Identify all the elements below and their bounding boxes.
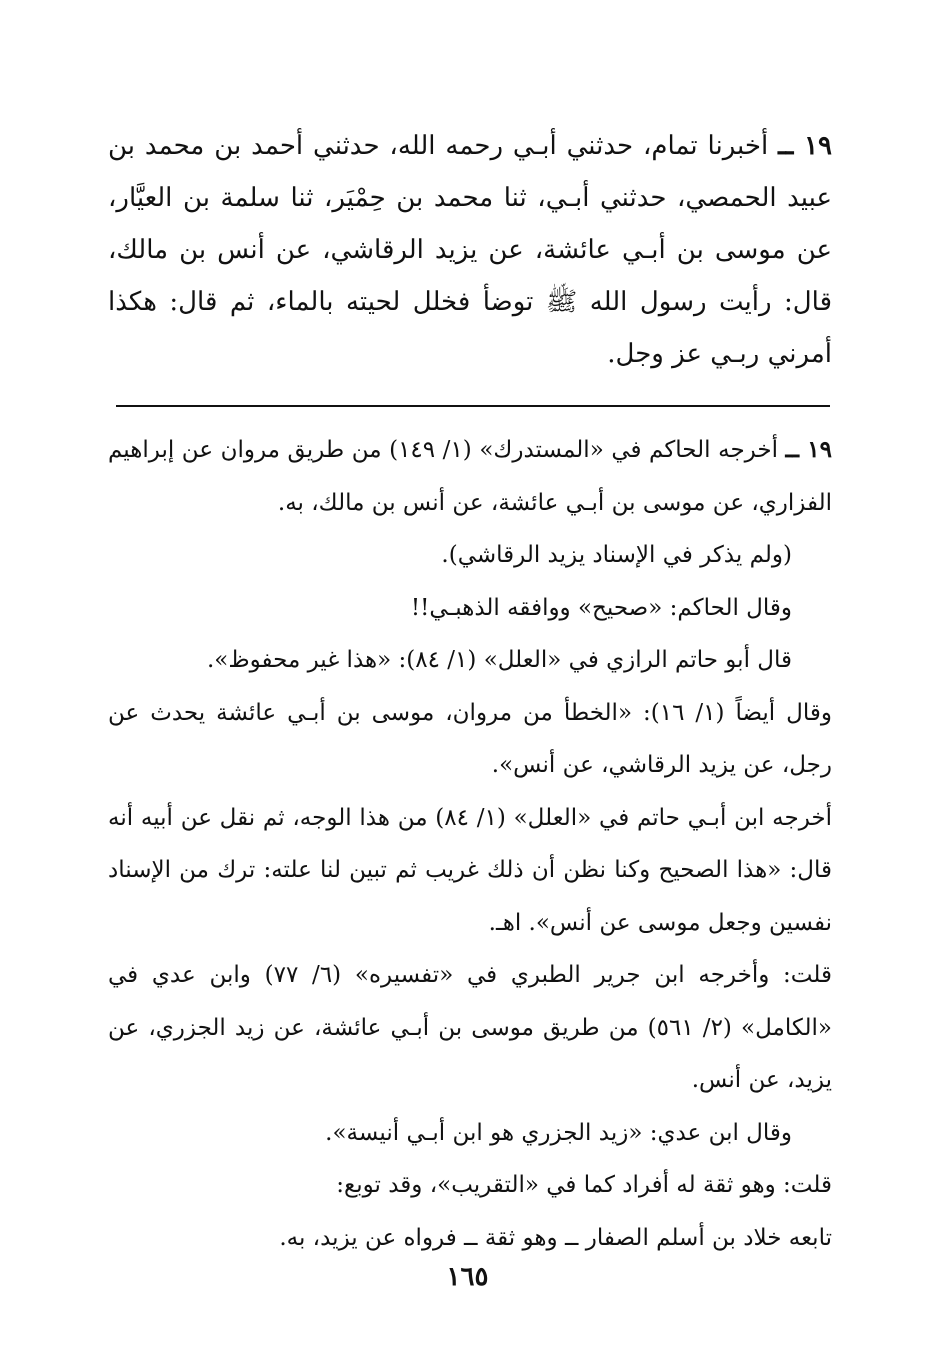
footnote-paragraph: تابعه خلاد بن أسلم الصفار ــ وهو ثقة ــ فرواه عن يزيد، به. — [279, 1224, 832, 1251]
footnote-paragraph: أخرجه ابن أبـي حاتم في «العلل» (١/ ٨٤) من هذا الوجه، ثم نقل عن أبيه أنه قال: «هذا الصحيح وكنا نظن أن ذلك غريب ثم تبين لنا علته: ترك من الإسناد نفسين وجعل موسى عن أنس». اهـ. — [108, 804, 832, 936]
hadith-text — [108, 120, 832, 380]
footnote-number: ١٩ ــ — [785, 436, 832, 463]
footnote-paragraph: قلت: وأخرجه ابن جرير الطبري في «تفسيره» (٦/ ٧٧) وابن عدي في «الكامل» (٢/ ٥٦١) من طريق موسى بن أبـي عائشة، عن زيد الجزري، عن يزيد، عن أنس. — [108, 962, 833, 1093]
hadith-body: أخبرنا تمام، حدثني أبـي رحمه الله، حدثني أحمد بن محمد بن عبيد الحمصي، حدثني أبـي، ثنا محمد بن حِمْيَر، ثنا سلمة بن العيَّار، عن موسى بن أبـي عائشة، عن يزيد الرقاشي، عن أنس بن مالك، قال: رأيت رسول الله ﷺ توضأ فخلل لحيته بالماء، ثم قال: هكذا أمرني ربـي عز وجل. — [108, 131, 832, 369]
footnote-divider — [116, 405, 830, 407]
footnote-paragraph: وقال ابن عدي: «زيد الجزري هو ابن أبـي أنيسة». — [325, 1119, 792, 1146]
footnote-paragraph: قال أبو حاتم الرازي في «العلل» (١/ ٨٤): «هذا غير محفوظ». — [206, 647, 792, 673]
footnote-paragraph — [108, 424, 832, 529]
hadith-paragraph — [108, 120, 832, 380]
hadith-number: ١٩ ــ — [778, 131, 832, 161]
footnote-text: أخرجه الحاكم في «المستدرك» (١/ ١٤٩) من طريق مروان عن إبراهيم الفزاري، عن موسى بن أبـي عائشة، عن أنس بن مالك، به. — [108, 437, 832, 516]
footnote-paragraph: (ولم يذكر في الإسناد يزيد الرقاشي). — [441, 542, 792, 568]
footnote-paragraph: وقال أيضاً (١/ ١٦): «الخطأ من مروان، موسى بن أبـي عائشة يحدث عن رجل، عن يزيد الرقاشي، عن أنس». — [108, 699, 832, 778]
footnote-paragraph: وقال الحاكم: «صحيح» ووافقه الذهبـي!! — [410, 594, 792, 621]
page-number: ١٦٥ — [446, 1262, 489, 1292]
footnote-paragraph: قلت: وهو ثقة له أفراد كما في «التقريب»، وقد توبع: — [336, 1172, 832, 1198]
footnotes — [108, 424, 832, 1264]
